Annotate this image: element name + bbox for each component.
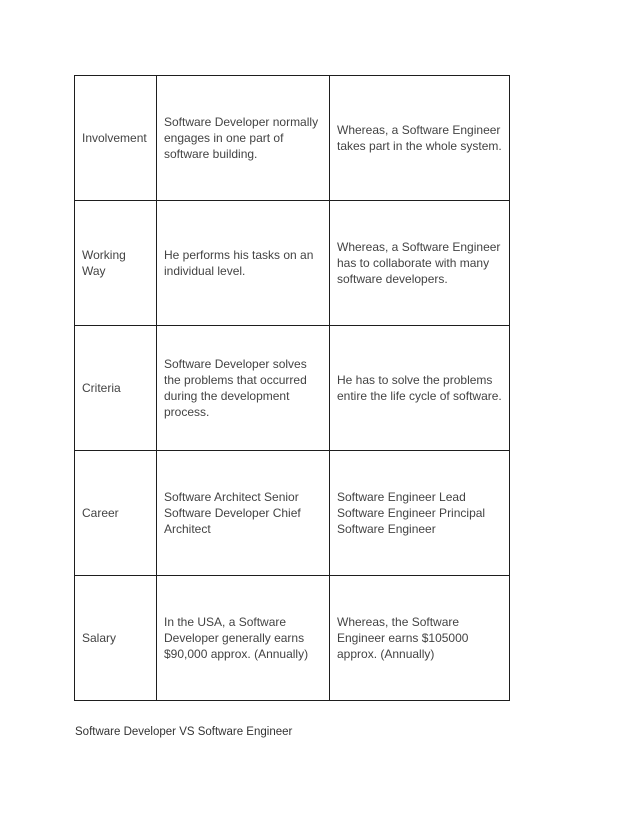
criterion-cell: Career xyxy=(75,451,157,576)
developer-cell: Software Developer solves the problems that occurred during the development process. xyxy=(157,326,330,451)
developer-cell: He performs his tasks on an individual level. xyxy=(157,201,330,326)
engineer-cell: Whereas, a Software Engineer takes part in the whole system. xyxy=(330,76,510,201)
developer-cell: In the USA, a Software Developer generally earns $90,000 approx. (Annually) xyxy=(157,576,330,701)
engineer-cell: Software Engineer Lead Software Engineer Principal Software Engineer xyxy=(330,451,510,576)
criterion-cell: Salary xyxy=(75,576,157,701)
table-row xyxy=(75,451,510,576)
table-row xyxy=(75,201,510,326)
developer-cell: Software Architect Senior Software Developer Chief Architect xyxy=(157,451,330,576)
comparison-table xyxy=(74,75,510,701)
criterion-cell: Working Way xyxy=(75,201,157,326)
engineer-cell: Whereas, the Software Engineer earns $105000 approx. (Annually) xyxy=(330,576,510,701)
table-caption: Software Developer VS Software Engineer xyxy=(75,726,293,738)
engineer-cell: He has to solve the problems entire the life cycle of software. xyxy=(330,326,510,451)
criterion-cell: Criteria xyxy=(75,326,157,451)
developer-cell: Software Developer normally engages in one part of software building. xyxy=(157,76,330,201)
table-row xyxy=(75,76,510,201)
criterion-cell: Involvement xyxy=(75,76,157,201)
table-row xyxy=(75,576,510,701)
engineer-cell: Whereas, a Software Engineer has to collaborate with many software developers. xyxy=(330,201,510,326)
table-row xyxy=(75,326,510,451)
